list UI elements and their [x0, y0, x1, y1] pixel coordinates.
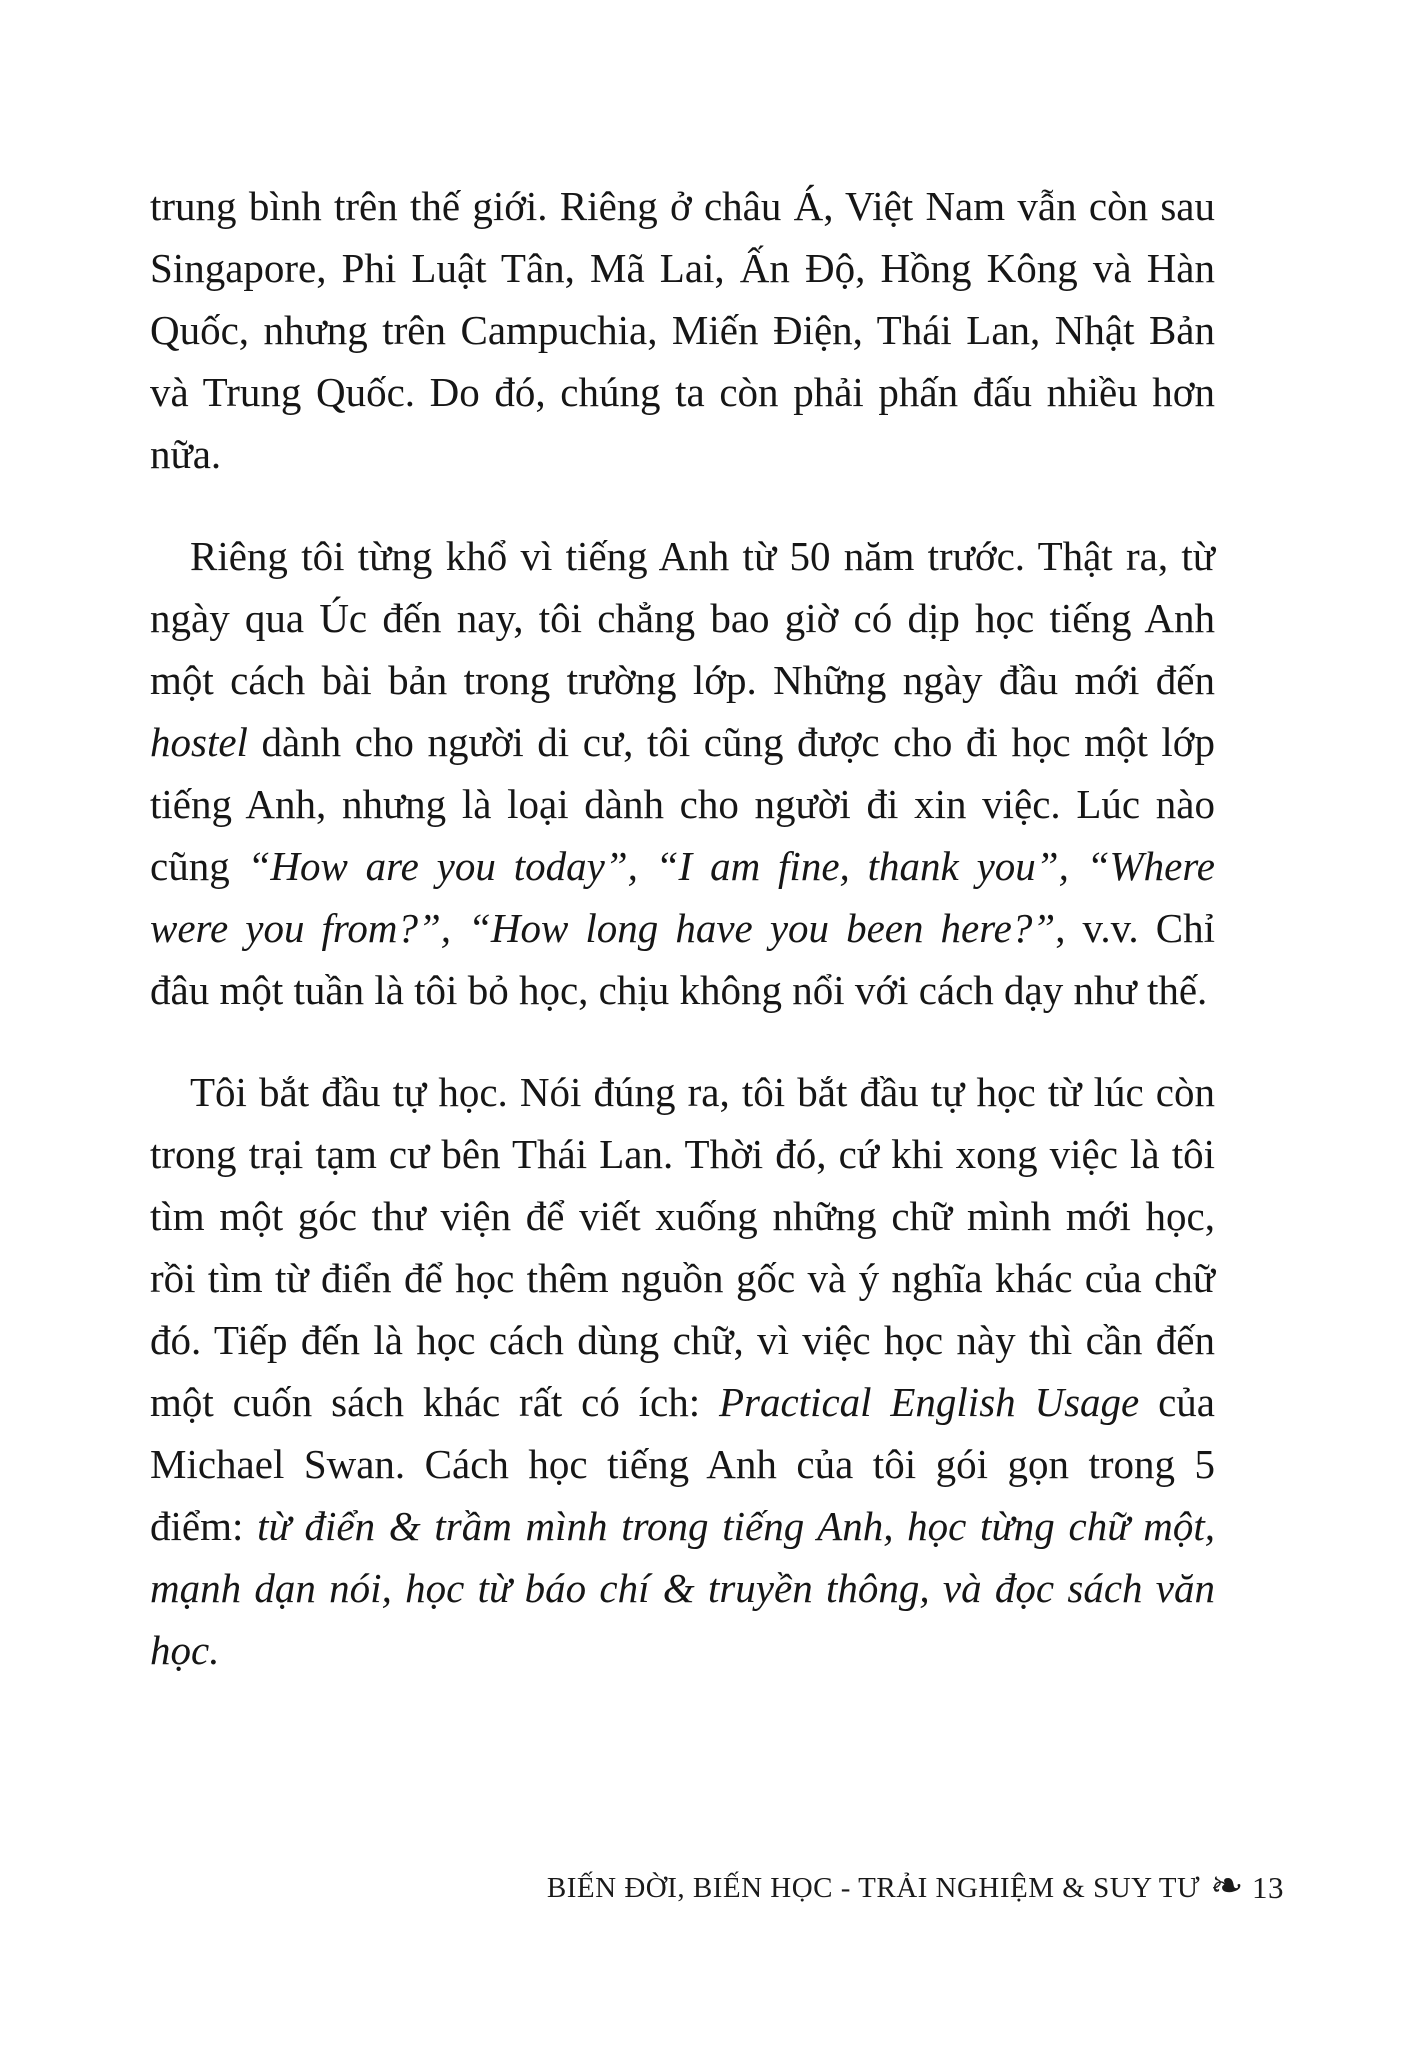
page-footer [546, 1863, 1284, 1908]
italic-text: từ điển & trầm mình trong tiếng Anh, học từng chữ một, mạnh dạn nói, học từ báo chí & truyền thông, và đọc sách văn học. [150, 1503, 1216, 1673]
text-run: Riêng tôi từng khổ vì tiếng Anh từ 50 năm trước. Thật ra, từ ngày qua Úc đến nay, tôi chẳng bao giờ có dịp học tiếng Anh một cách bài bản trong trường lớp. Những ngày đầu mới đến [150, 533, 1215, 703]
text-run: Tôi bắt đầu tự học. Nói đúng ra, tôi bắt đầu tự học từ lúc còn trong trại tạm cư bên Thái Lan. Thời đó, cứ khi xong việc là tôi tìm một góc thư viện để viết xuống những chữ mình mới học, rồi tìm từ điển để học thêm nguồn gốc và ý nghĩa khác của chữ đó. Tiếp đến là học cách dùng chữ, vì việc học này thì cần đến một cuốn sách khác rất có ích: [150, 1069, 1215, 1425]
page-number: 13 [1252, 1870, 1284, 1905]
italic-text: “How are you today”, “I am fine, thank you”, “Where were you from?”, “How long have you been here?” [150, 843, 1215, 951]
text-run: , v.v. Chỉ đâu một tuần là tôi bỏ học, chịu không nổi với cách dạy như thế. [150, 905, 1215, 1013]
paragraph [150, 1061, 1215, 1681]
paragraph [150, 175, 1215, 485]
italic-text: Practical English Usage [718, 1379, 1140, 1425]
italic-text: hostel [150, 719, 248, 765]
body-text [150, 175, 1215, 1681]
paragraph [150, 525, 1215, 1021]
text-run: dành cho người di cư, tôi cũng được cho đi học một lớp tiếng Anh, nhưng là loại dành cho người đi xin việc. Lúc nào cũng [150, 719, 1215, 889]
text-run: của Michael Swan. Cách học tiếng Anh của tôi gói gọn trong 5 điểm: [150, 1379, 1215, 1549]
running-title: BIẾN ĐỜI, BIẾN HỌC - TRẢI NGHIỆM & SUY TƯ [546, 1871, 1200, 1904]
text-run: trung bình trên thế giới. Riêng ở châu Á, Việt Nam vẫn còn sau Singapore, Phi Luật Tân, Mã Lai, Ấn Độ, Hồng Kông và Hàn Quốc, nhưng trên Campuchia, Miến Điện, Thái Lan, Nhật Bản và Trung Quốc. Do đó, chúng ta còn phải phấn đấu nhiều hơn nữa. [150, 183, 1215, 477]
fleuron-icon: ❧ [1209, 1863, 1244, 1908]
